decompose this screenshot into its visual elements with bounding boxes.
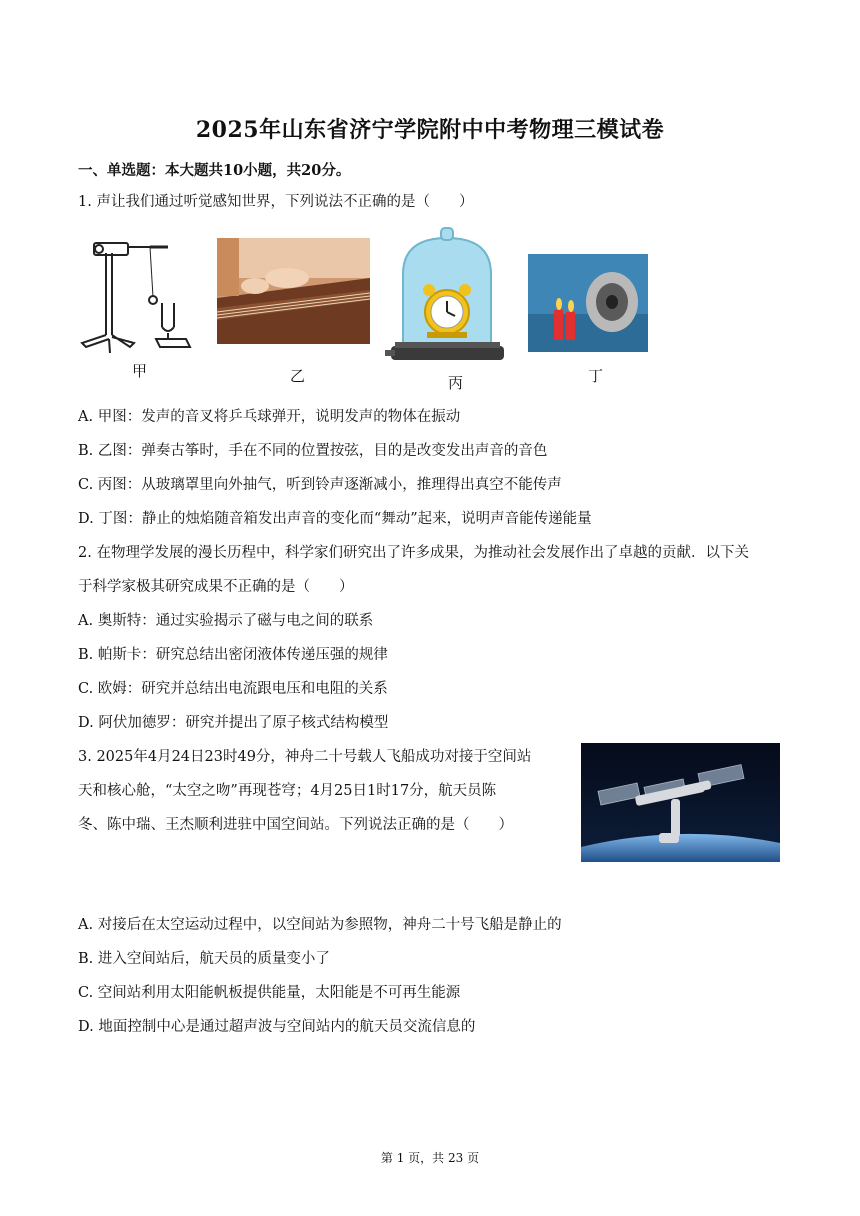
question-1-option-a: A. 甲图：发声的音叉将乒乓球弹开，说明发声的物体在振动: [78, 409, 461, 425]
question-2-option-a: A. 奥斯特：通过实验揭示了磁与电之间的联系: [78, 613, 374, 629]
question-1-option-c: C. 丙图：从玻璃罩里向外抽气，听到铃声逐渐减小，推理得出真空不能传声: [78, 477, 562, 493]
question-3-option-a: A. 对接后在太空运动过程中，以空间站为参照物，神舟二十号飞船是静止的: [78, 917, 562, 933]
question-1-stem: 1. 声让我们通过听觉感知世界，下列说法不正确的是（ ）: [78, 194, 474, 210]
space-station-photo: [581, 743, 780, 862]
question-2-option-c: C. 欧姆：研究并总结出电流跟电压和电阻的关系: [78, 681, 388, 697]
caption-bing: 丙: [448, 374, 464, 392]
caption-ding: 丁: [588, 367, 604, 385]
caption-yi: 乙: [290, 367, 306, 385]
question-2-stem-line-1: 2. 在物理学发展的漫长历程中，科学家们研究出了许多成果，为推动社会发展作出了卓越的贡献．以下关: [78, 545, 749, 561]
question-3-stem-line-2: 天和核心舱，“太空之吻”再现苍穹；4月25日1时17分，航天员陈: [78, 783, 497, 799]
question-2-option-d: D. 阿伏加德罗：研究并提出了原子核式结构模型: [78, 715, 389, 731]
page-title: 2025年山东省济宁学院附中中考物理三模试卷: [195, 117, 665, 143]
question-1-option-b: B. 乙图：弹奏古筝时，手在不同的位置按弦，目的是改变发出声音的音色: [78, 443, 548, 459]
question-3-option-b: B. 进入空间站后，航天员的质量变小了: [78, 951, 330, 967]
section-heading: 一、单选题：本大题共10小题，共20分。: [78, 162, 351, 179]
guzheng-photo: [217, 238, 370, 344]
question-3-stem-line-1: 3. 2025年4月24日23时49分，神舟二十号载人飞船成功对接于空间站: [78, 749, 532, 765]
question-3-option-c: C. 空间站利用太阳能帆板提供能量，太阳能是不可再生能源: [78, 985, 461, 1001]
question-3-option-d: D. 地面控制中心是通过超声波与空间站内的航天员交流信息的: [78, 1019, 476, 1035]
page-footer: 第 1 页，共 23 页: [380, 1151, 480, 1165]
bell-jar-figure: [385, 224, 510, 369]
question-3-stem-line-3: 冬、陈中瑞、王杰顺利进驻中国空间站。下列说法正确的是（ ）: [78, 817, 513, 833]
caption-jia: 甲: [132, 362, 148, 380]
tuning-fork-figure: [78, 235, 198, 360]
question-2-stem-line-2: 于科学家极其研究成果不正确的是（ ）: [78, 579, 354, 595]
question-2-option-b: B. 帕斯卡：研究总结出密闭液体传递压强的规律: [78, 647, 388, 663]
question-1-option-d: D. 丁图：静止的烛焰随音箱发出声音的变化而“舞动”起来，说明声音能传递能量: [78, 511, 592, 527]
speaker-candle-photo: [528, 254, 648, 352]
